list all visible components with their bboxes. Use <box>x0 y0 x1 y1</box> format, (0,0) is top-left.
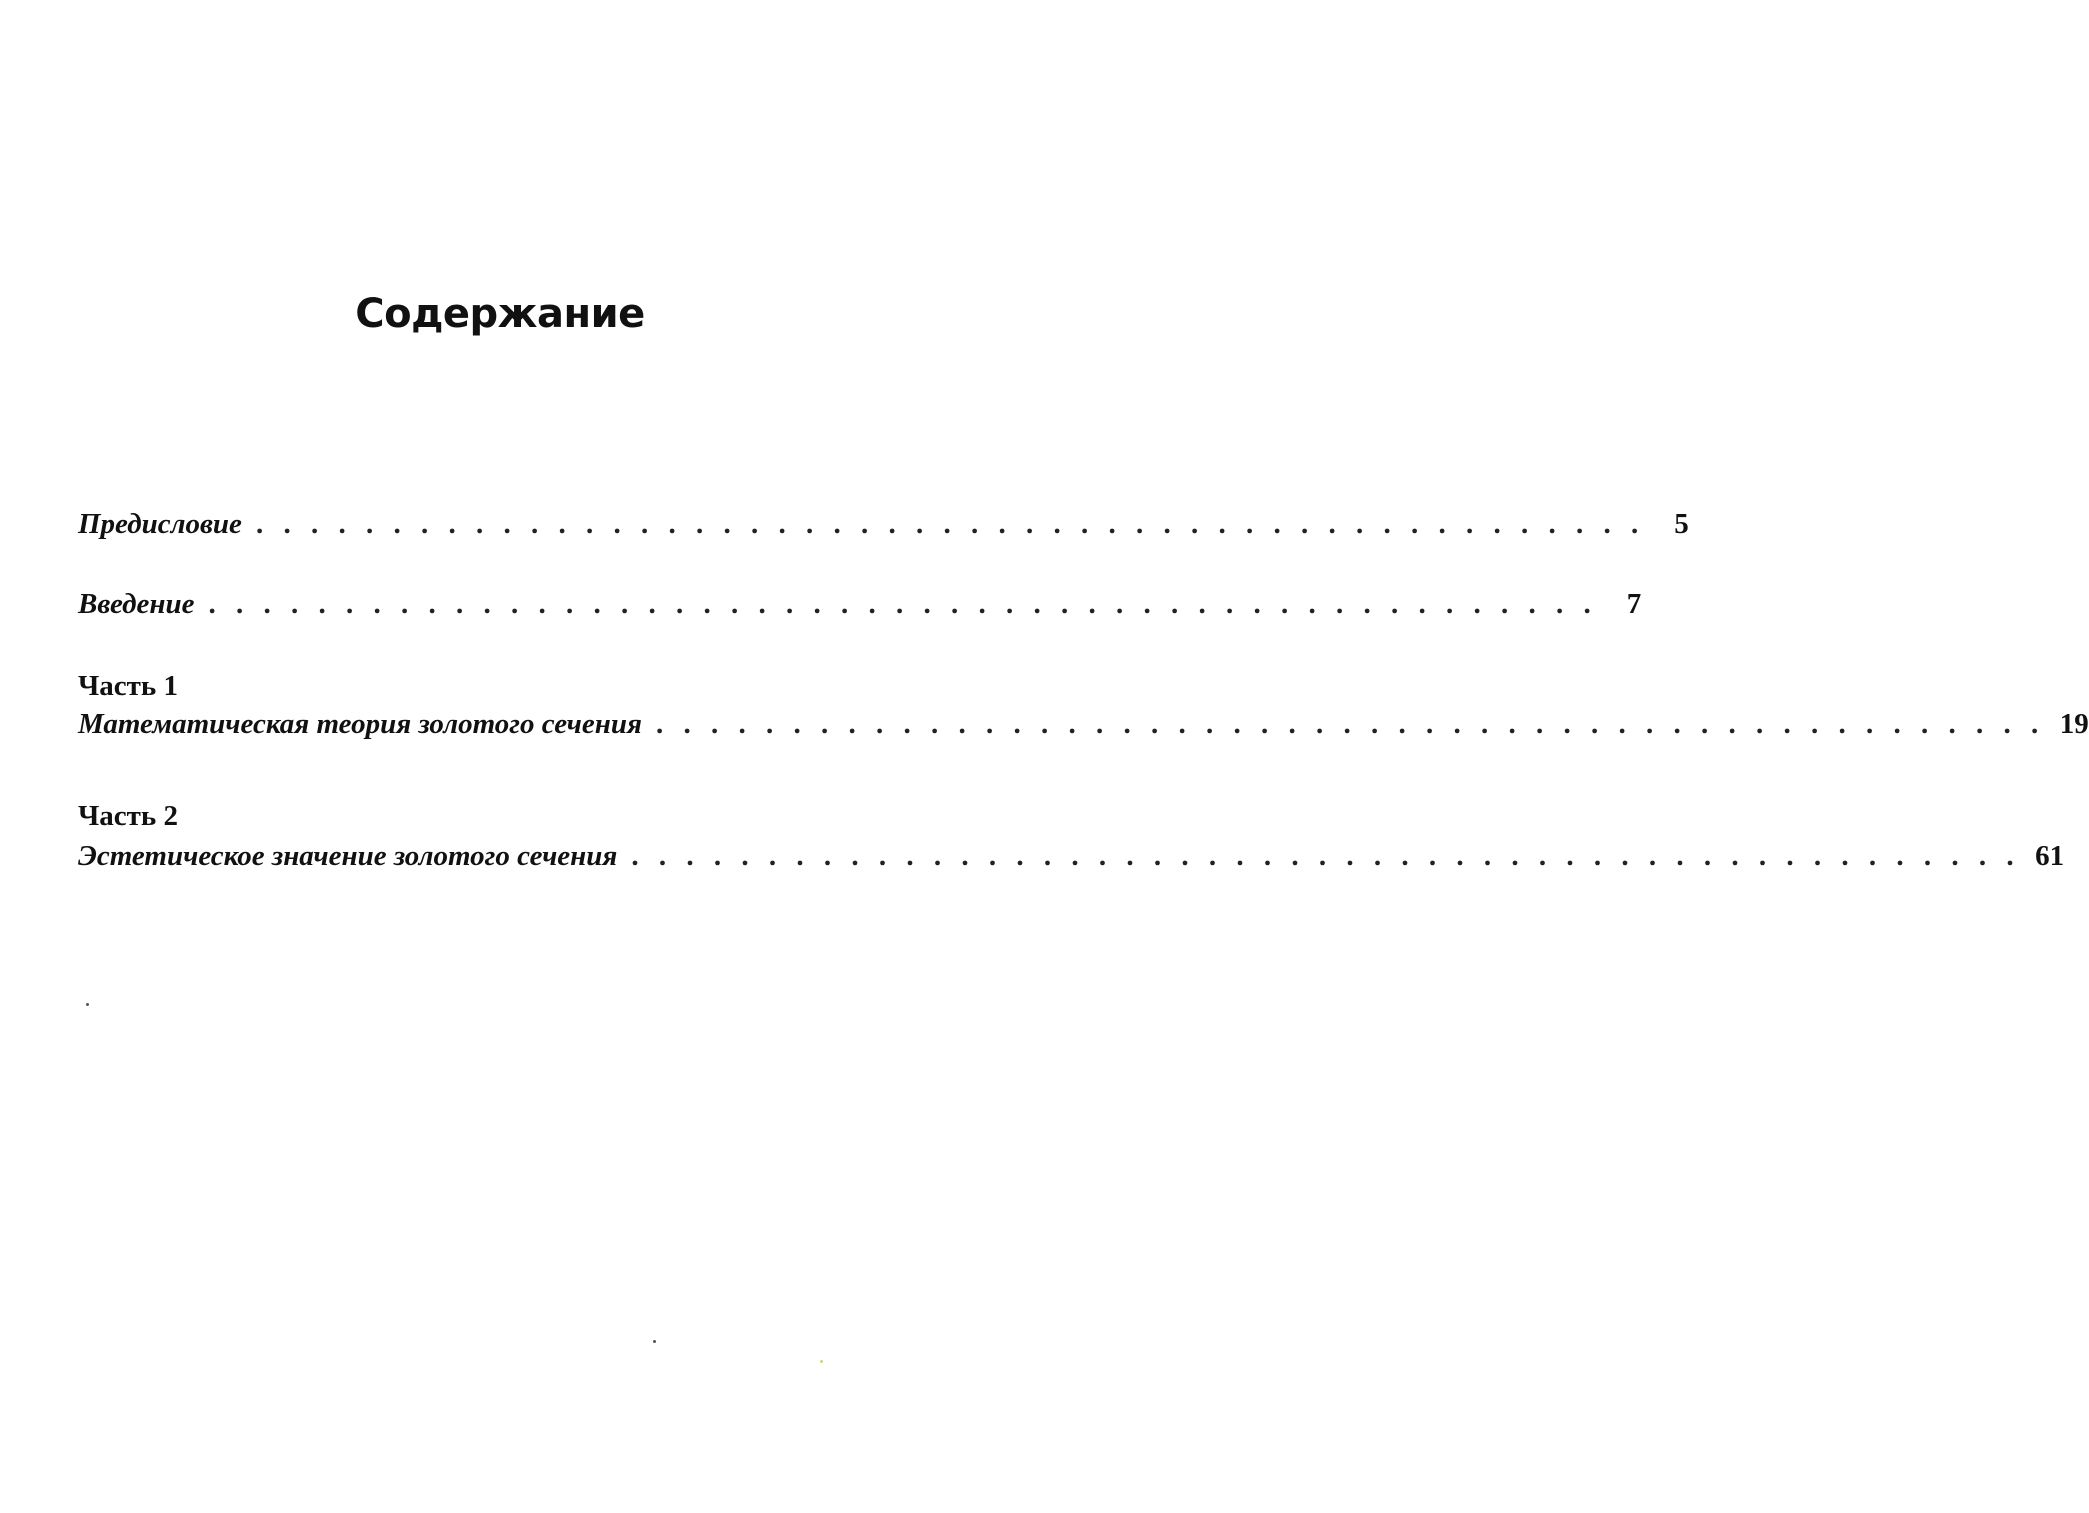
toc-page-number: 19 <box>2059 708 2089 740</box>
paper-speck <box>820 1360 823 1363</box>
dot-leader: . . . . . . . . . . . . . . . . . . . . . . . . . . . . . . . . . . . . . . . . . . . . . . . . . . . <box>655 708 2045 740</box>
toc-entry-introduction[interactable] <box>78 584 1642 624</box>
dot-leader: . . . . . . . . . . . . . . . . . . . . . . . . . . . . . . . . . . . . . . . . . . . . . . . . . . . <box>255 508 1645 540</box>
part-heading-1: Часть 1 <box>78 670 178 702</box>
toc-entry-part1[interactable] <box>78 704 2089 744</box>
dot-leader: . . . . . . . . . . . . . . . . . . . . . . . . . . . . . . . . . . . . . . . . . . . . . . . . . . . <box>631 840 2021 872</box>
toc-entry-preface[interactable] <box>78 504 1689 544</box>
page-title: Содержание <box>355 291 645 337</box>
toc-entry-label: Математическая теория золотого сечения <box>78 708 642 740</box>
toc-entry-label: Введение <box>78 588 195 620</box>
toc-page-number: 5 <box>1674 508 1689 540</box>
dot-leader: . . . . . . . . . . . . . . . . . . . . . . . . . . . . . . . . . . . . . . . . . . . . . . . . . . . <box>208 588 1598 620</box>
toc-page-number: 61 <box>2035 840 2065 872</box>
toc-entry-label: Предисловие <box>78 508 242 540</box>
part-heading-2: Часть 2 <box>78 800 178 832</box>
toc-entry-part2[interactable] <box>78 836 2065 876</box>
toc-page-number: 7 <box>1626 588 1642 620</box>
toc-entry-label: Эстетическое значение золотого сечения <box>78 840 618 872</box>
paper-speck <box>653 1340 656 1343</box>
paper-speck <box>86 1003 89 1006</box>
